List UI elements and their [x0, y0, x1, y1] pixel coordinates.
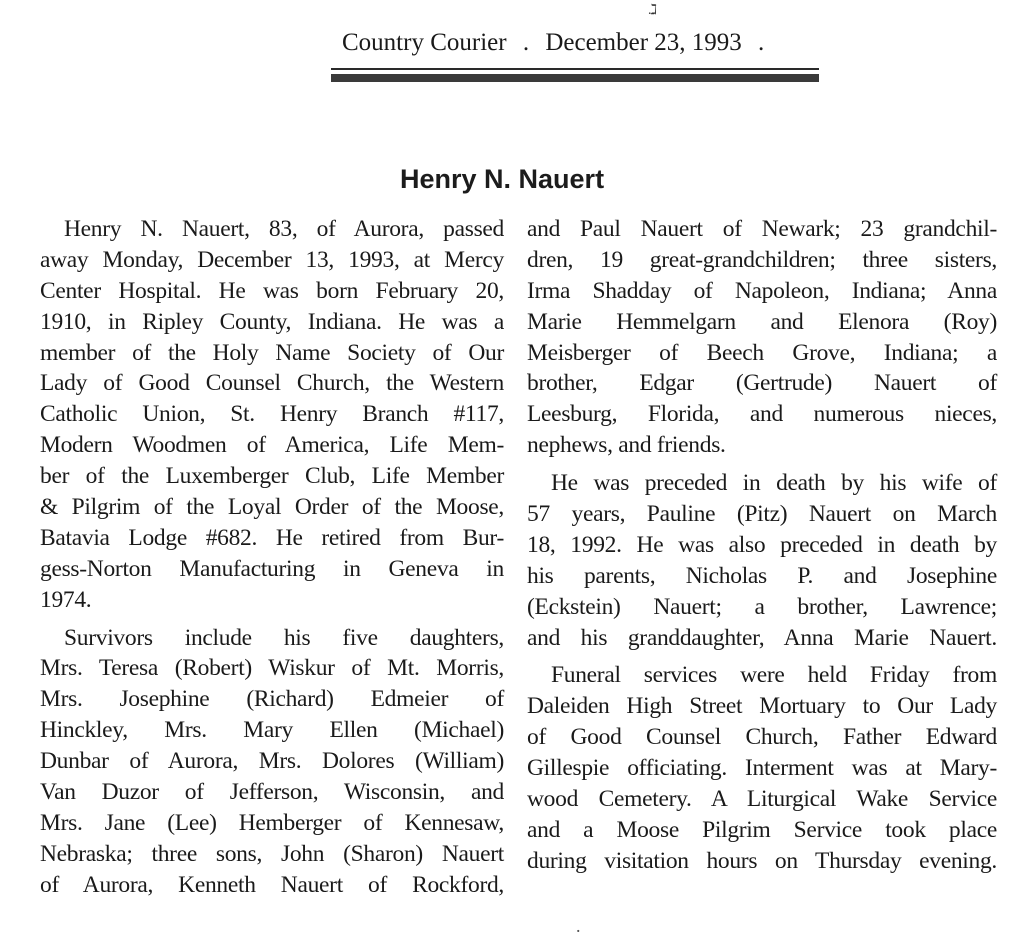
text-line: Leesburg, Florida, and numerous nieces,: [527, 401, 997, 428]
text-line: Survivors include his five daughters,: [64, 624, 504, 651]
masthead-trailing-dot: .: [758, 29, 765, 56]
text-line: (Eckstein) Nauert; a brother, Lawrence;: [527, 593, 997, 620]
text-line: Gillespie officiating. Interment was at Mary-: [527, 755, 997, 782]
text-line: his parents, Nicholas P. and Josephine: [527, 562, 997, 589]
scan-artifact-mark: .ℷ: [648, 3, 657, 18]
text-line: ber of the Luxemberger Club, Life Member: [40, 463, 504, 490]
text-line: of Good Counsel Church, Father Edward: [527, 724, 997, 751]
publication-name: Country Courier: [342, 29, 507, 56]
text-line: Daleiden High Street Mortuary to Our Lady: [527, 693, 997, 720]
text-line: dren, 19 great-grandchildren; three sisters,: [527, 246, 997, 273]
text-line: during visitation hours on Thursday evening.: [527, 847, 997, 874]
masthead-rule-thin: [331, 68, 819, 70]
text-line: Batavia Lodge #682. He retired from Bur-: [40, 524, 504, 551]
article-column-right: [527, 214, 997, 877]
text-line: brother, Edgar (Gertrude) Nauert of: [527, 370, 997, 397]
text-line: wood Cemetery. A Liturgical Wake Service: [527, 786, 997, 813]
text-line: Marie Hemmelgarn and Elenora (Roy): [527, 308, 997, 335]
text-line: Hinckley, Mrs. Mary Ellen (Michael): [40, 717, 504, 744]
article-column-left: [40, 214, 504, 901]
text-line: and his granddaughter, Anna Marie Nauert.: [527, 624, 997, 651]
text-line: Nebraska; three sons, John (Sharon) Nauert: [40, 840, 504, 867]
text-line: He was preceded in death by his wife of: [551, 470, 997, 497]
text-line: Mrs. Josephine (Richard) Edmeier of: [40, 686, 504, 713]
text-line: away Monday, December 13, 1993, at Mercy: [40, 246, 504, 273]
text-line: nephews, and friends.: [527, 432, 726, 459]
text-line: 1910, in Ripley County, Indiana. He was a: [40, 308, 504, 335]
masthead-separator: .: [522, 29, 530, 56]
text-line: and a Moose Pilgrim Service took place: [527, 816, 997, 843]
end-mark: .: [576, 916, 581, 936]
text-line: Dunbar of Aurora, Mrs. Dolores (William): [40, 748, 504, 775]
text-line: Henry N. Nauert, 83, of Aurora, passed: [64, 216, 504, 242]
masthead-rule-thick: [331, 74, 819, 82]
text-line: Van Duzor of Jefferson, Wisconsin, and: [40, 779, 504, 806]
text-line: Irma Shadday of Napoleon, Indiana; Anna: [527, 277, 997, 304]
text-line: 18, 1992. He was also preceded in death by: [527, 531, 997, 558]
text-line: Catholic Union, St. Henry Branch #117,: [40, 401, 504, 428]
text-line: Modern Woodmen of America, Life Mem-: [40, 432, 504, 459]
text-line: Lady of Good Counsel Church, the Western: [40, 370, 504, 397]
article-title: Henry N. Nauert: [400, 164, 605, 194]
text-line: 57 years, Pauline (Pitz) Nauert on March: [527, 501, 997, 528]
text-line: Meisberger of Beech Grove, Indiana; a: [527, 339, 997, 366]
text-line: Center Hospital. He was born February 20,: [40, 277, 504, 304]
masthead: [342, 27, 764, 59]
text-line: 1974.: [40, 586, 92, 613]
text-line: member of the Holy Name Society of Our: [40, 339, 504, 366]
text-line: & Pilgrim of the Loyal Order of the Moose,: [40, 494, 504, 521]
text-line: Funeral services were held Friday from: [551, 662, 997, 689]
text-line: gess-Norton Manufacturing in Geneva in: [40, 555, 504, 582]
text-line: Mrs. Teresa (Robert) Wiskur of Mt. Morris,: [40, 655, 504, 682]
publication-date: December 23, 1993: [545, 29, 742, 56]
text-line: Mrs. Jane (Lee) Hemberger of Kennesaw,: [40, 809, 504, 836]
text-line: and Paul Nauert of Newark; 23 grandchil-: [527, 216, 997, 242]
text-line: of Aurora, Kenneth Nauert of Rockford,: [40, 871, 504, 898]
